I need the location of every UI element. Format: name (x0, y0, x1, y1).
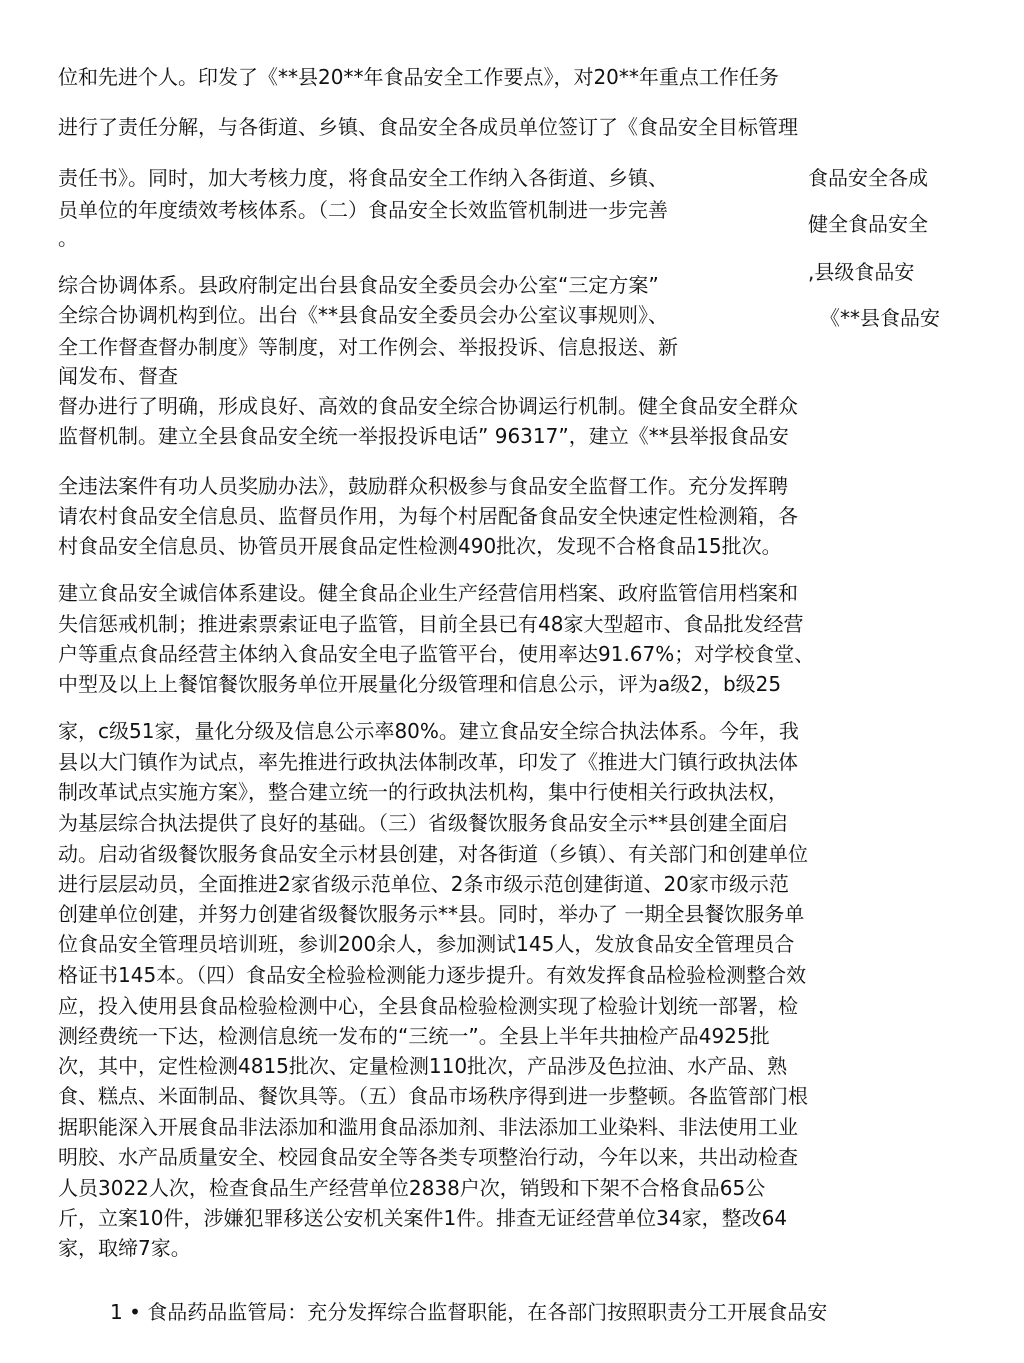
text-line: 动。启动省级餐饮服务食品安全示材县创建，对各街道（乡镇）、有关部门和创建单位 (58, 842, 808, 866)
text-line: 明胶、水产品质量安全、校园食品安全等各类专项整治行动，今年以来，共出动检查 (58, 1145, 798, 1169)
side-text: ,县级食品安 (808, 260, 915, 284)
text-line: 村食品安全信息员、协管员开展食品定性检测490批次，发现不合格食品15批次。 (58, 534, 782, 558)
text-line: 户等重点食品经营主体纳入食品安全电子监管平台，使用率达91.67%；对学校食堂、 (58, 642, 815, 666)
text-line: 全工作督查督办制度》等制度，对工作例会、举报投诉、信息报送、新 (58, 335, 678, 359)
text-line: 据职能深入开展食品非法添加和滥用食品添加剂、非法添加工业染料、非法使用工业 (58, 1115, 798, 1139)
text-line: 应，投入使用县食品检验检测中心，全县食品检验检测实现了检验计划统一部署，检 (58, 994, 798, 1018)
text-line: 创建单位创建，并努力创建省级餐饮服务示**县。同时，举办了 一期全县餐饮服务单 (58, 902, 805, 926)
text-line: 次，其中，定性检测4815批次、定量检测110批次，产品涉及色拉油、水产品、熟 (58, 1054, 788, 1078)
text-line: 中型及以上上餐馆餐饮服务单位开展量化分级管理和信息公示，评为a级2，b级25 (58, 672, 782, 696)
side-text: 食品安全各成 (808, 166, 928, 190)
text-line: 测经费统一下达，检测信息统一发布的“三统一”。全县上半年共抽检产品4925批 (58, 1024, 770, 1048)
text-line: 县以大门镇作为试点，率先推进行政执法体制改革，印发了《推进大门镇行政执法体 (58, 750, 798, 774)
text-line: 建立食品安全诚信体系建设。健全食品企业生产经营信用档案、政府监管信用档案和 (58, 581, 798, 605)
text-line: 失信惩戒机制；推进索票索证电子监管，目前全县已有48家大型超市、食品批发经营 (58, 612, 804, 636)
text-line: 食、糕点、米面制品、餐饮具等。（五）食品市场秩序得到进一步整顿。各监管部门根 (58, 1084, 808, 1108)
side-text: 《**县食品安 (820, 306, 940, 330)
text-line: 监督机制。建立全县食品安全统一举报投诉电话” 96317”，建立《**县举报食品安 (58, 424, 789, 448)
text-line: 全违法案件有功人员奖励办法》，鼓励群众积极参与食品安全监督工作。充分发挥聘 (58, 474, 788, 498)
text-line: 进行层层动员，全面推进2家省级示范单位、2条市级示范创建街道、20家市级示范 (58, 872, 789, 896)
side-text: 健全食品安全 (808, 212, 928, 236)
text-line: 1 • 食品药品监管局：充分发挥综合监督职能，在各部门按照职责分工开展食品安 (110, 1300, 828, 1324)
text-line: 全综合协调机构到位。出台《**县食品安全委员会办公室议事规则》、 (58, 303, 668, 327)
text-line: 家，c级51家，量化分级及信息公示率80%。建立食品安全综合执法体系。今年，我 (58, 719, 799, 743)
text-line: 制改革试点实施方案》，整合建立统一的行政执法机构，集中行使相关行政执法权， (58, 780, 788, 804)
text-line: 进行了责任分解，与各街道、乡镇、食品安全各成员单位签订了《食品安全目标管理 (58, 115, 798, 139)
text-line: 格证书145本。（四）食品安全检验检测能力逐步提升。有效发挥食品检验检测整合效 (58, 963, 807, 987)
text-line: 为基层综合执法提供了良好的基础。（三）省级餐饮服务食品安全示**县创建全面启 (58, 811, 788, 835)
text-line: 人员3022人次，检查食品生产经营单位2838户次，销毁和下架不合格食品65公 (58, 1176, 766, 1200)
text-line: 员单位的年度绩效考核体系。（二）食品安全长效监管机制进一步完善 (58, 198, 668, 222)
text-line: 斤，立案10件，涉嫌犯罪移送公安机关案件1件。排查无证经营单位34家，整改64 (58, 1206, 788, 1230)
text-line: 责任书》。同时，加大考核力度，将食品安全工作纳入各街道、乡镇、 (58, 166, 668, 190)
text-line: 家，取缔7家。 (58, 1236, 191, 1260)
text-line: 。 (58, 226, 78, 250)
text-line: 督办进行了明确，形成良好、高效的食品安全综合协调运行机制。健全食品安全群众 (58, 394, 798, 418)
text-line: 闻发布、督查 (58, 364, 178, 388)
text-line: 请农村食品安全信息员、监督员作用，为每个村居配备食品安全快速定性检测箱，各 (58, 504, 798, 528)
text-line: 位食品安全管理员培训班，参训200余人，参加测试145人，发放食品安全管理员合 (58, 932, 795, 956)
text-line: 位和先进个人。印发了《**县20**年食品安全工作要点》，对20**年重点工作任务 (58, 65, 779, 89)
text-line: 综合协调体系。县政府制定出台县食品安全委员会办公室“三定方案” (58, 273, 659, 297)
